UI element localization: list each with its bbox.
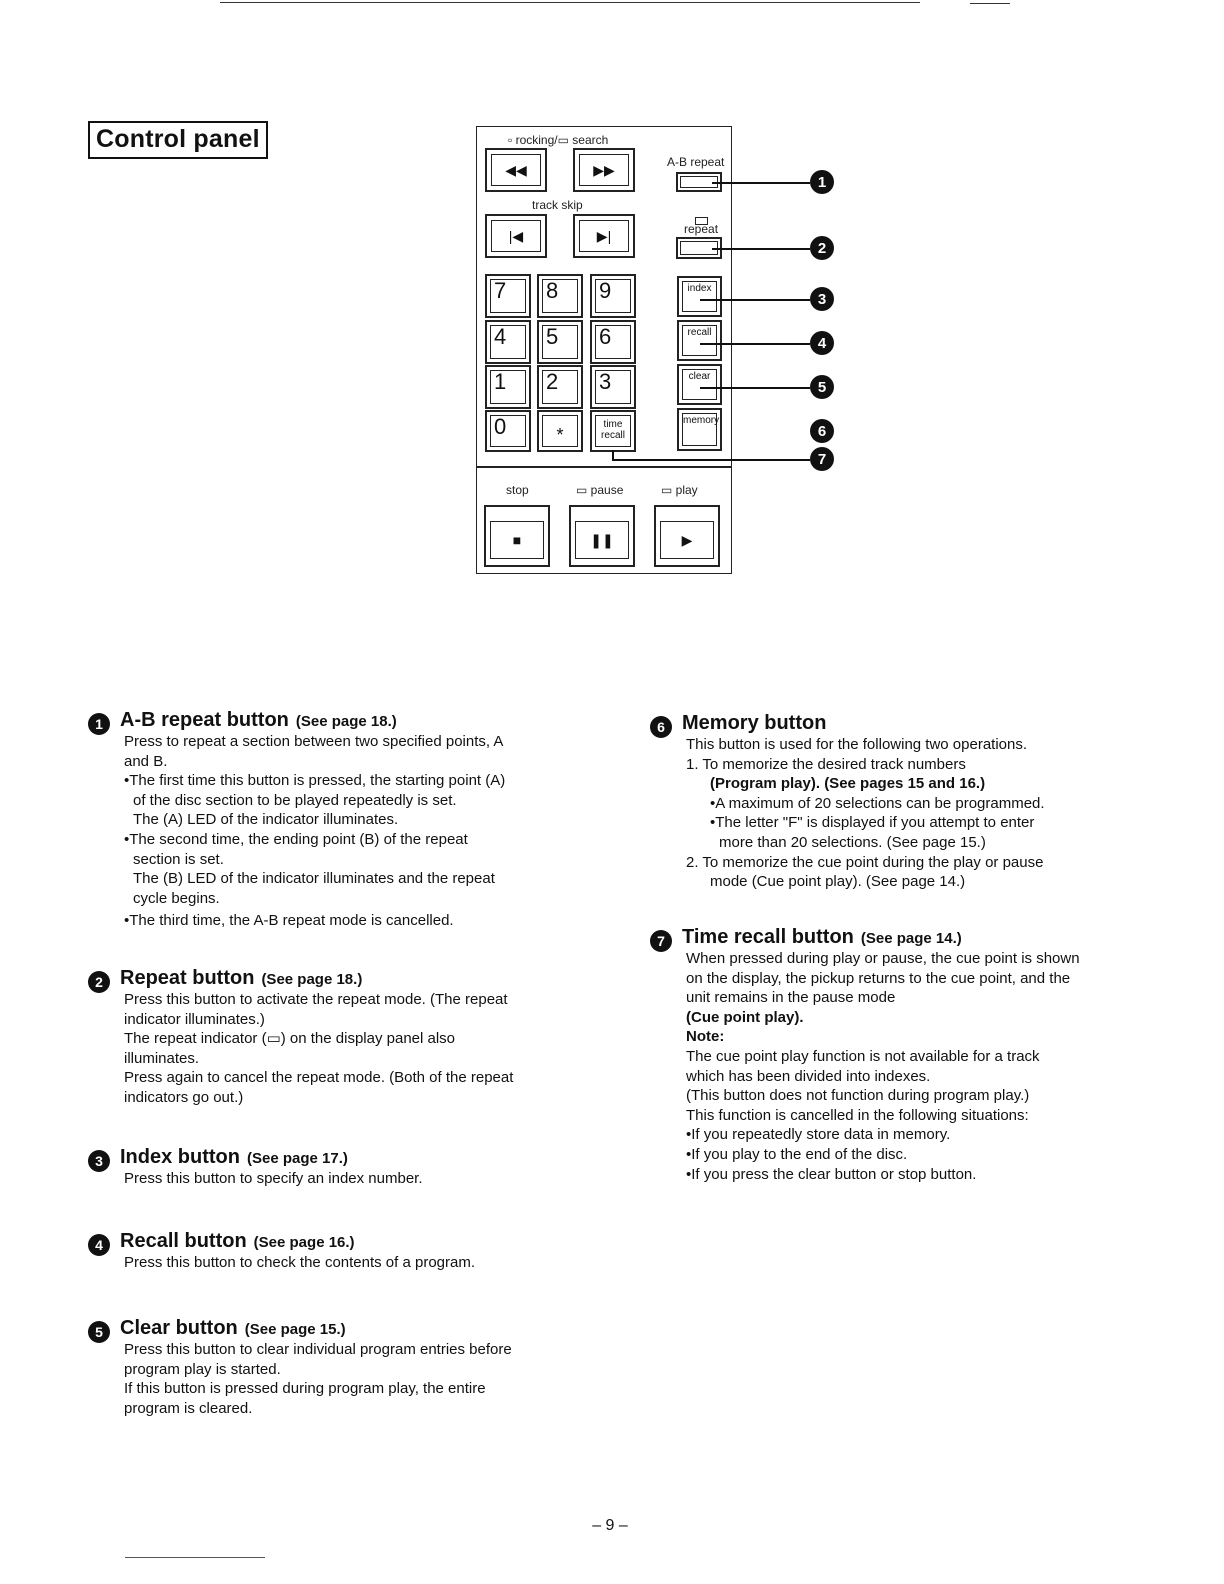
rewind-icon: ◀◀ xyxy=(491,154,541,186)
pause-icon: ❚❚ xyxy=(575,521,629,559)
recall-button[interactable]: recall xyxy=(677,320,722,361)
time-recall-button[interactable]: time recall xyxy=(590,410,636,452)
entry-body: This button is used for the following two operations. 1. To memorize the desired track numbers (Program play). (See pages 15 and 16.) •A maximum of 20 selections can be programmed. •The letter "F" is displayed if you attempt to enter more than 20 selections. (See page 15.) 2. To memorize the cue point during the play or pause mode (Cue point play). (See page 14.) xyxy=(686,736,1045,891)
leader-line-7 xyxy=(612,459,810,461)
section-title: Control panel xyxy=(88,121,268,159)
leader-line-4 xyxy=(700,343,810,345)
clear-button[interactable]: clear xyxy=(677,364,722,405)
entry-body: Press this button to specify an index number. xyxy=(124,1170,423,1187)
search-label: ▫ rocking/▭ search xyxy=(508,133,609,147)
key-6[interactable]: 6 xyxy=(590,320,636,364)
panel-divider xyxy=(476,466,732,468)
entry-page-ref: (See page 14.) xyxy=(860,930,962,947)
top-rule xyxy=(220,2,920,3)
key-5[interactable]: 5 xyxy=(537,320,583,364)
entry-title: Time recall button xyxy=(682,926,854,948)
entry-page-ref: (See page 18.) xyxy=(295,713,397,730)
bottom-rule xyxy=(125,1557,265,1558)
entry-title: Memory button xyxy=(682,712,827,734)
repeat-label: repeat xyxy=(684,222,719,236)
skip-forward-button[interactable] xyxy=(573,214,635,258)
fast-forward-icon: ▶▶ xyxy=(579,154,629,186)
entry-body: When pressed during play or pause, the cue point is shown on the display, the pickup returns to the cue point, and the unit remains in the pause mode (Cue point play). Note: The cue point play function is not available for a track which has been divided into indexes. (This button does not function during program play.) This function is cancelled in the following situations: •If you repeatedly store data in memory. •If you play to the end of the disc. •If you press the clear button or stop button. xyxy=(686,950,1080,1183)
entry-title: Index button xyxy=(120,1146,240,1168)
forward-search-button[interactable] xyxy=(573,148,635,192)
entry-index xyxy=(88,1146,518,1189)
stop-button[interactable] xyxy=(484,505,550,567)
entry-number-badge: 5 xyxy=(88,1321,110,1343)
ab-repeat-label: A-B repeat xyxy=(667,155,725,169)
key-9[interactable]: 9 xyxy=(590,274,636,318)
callout-5: 5 xyxy=(810,375,834,399)
key-7[interactable]: 7 xyxy=(485,274,531,318)
entry-title: A-B repeat button xyxy=(120,709,289,731)
entry-number-badge: 4 xyxy=(88,1234,110,1256)
entry-recall xyxy=(88,1230,518,1273)
key-8[interactable]: 8 xyxy=(537,274,583,318)
key-1[interactable]: 1 xyxy=(485,365,531,409)
entry-body: Press this button to activate the repeat mode. (The repeat indicator illuminates.) The repeat indicator (▭) on the display panel also illuminates. Press again to cancel the repeat mode. (Both of the repeat indicators go out.) xyxy=(124,991,514,1106)
entry-body: Press this button to check the contents of a program. xyxy=(124,1254,476,1271)
callout-1: 1 xyxy=(810,170,834,194)
skip-next-icon: ▶| xyxy=(579,220,629,252)
stop-label: stop xyxy=(506,483,529,497)
pause-button[interactable] xyxy=(569,505,635,567)
memory-button[interactable]: memory xyxy=(677,408,722,451)
top-rule-fragment xyxy=(970,3,1010,4)
callout-4: 4 xyxy=(810,331,834,355)
entry-page-ref: (See page 17.) xyxy=(246,1150,348,1167)
index-button[interactable]: index xyxy=(677,276,722,317)
key-2[interactable]: 2 xyxy=(537,365,583,409)
leader-line-5 xyxy=(700,387,810,389)
entry-page-ref: (See page 16.) xyxy=(253,1234,355,1251)
entry-page-ref: (See page 15.) xyxy=(244,1321,346,1338)
pause-label: ▭ pause xyxy=(576,483,624,497)
entry-title: Recall button xyxy=(120,1230,247,1252)
skip-previous-icon: |◀ xyxy=(491,220,541,252)
callout-3: 3 xyxy=(810,287,834,311)
entry-body: Press to repeat a section between two specified points, A and B. •The first time this button is pressed, the starting point (A) of the disc section to be played repeatedly is set. The (A) LED of the indicator illuminates. •The second time, the ending point (B) of the repeat section is set. The (B) LED of the indicator illuminates and the repeat cycle begins. •The third time, the A-B repeat mode is cancelled. xyxy=(124,733,506,930)
leader-line-1 xyxy=(712,182,810,184)
entry-memory xyxy=(650,712,1080,892)
key-3[interactable]: 3 xyxy=(590,365,636,409)
entry-number-badge: 7 xyxy=(650,930,672,952)
track-skip-label: track skip xyxy=(532,198,583,212)
entry-title: Clear button xyxy=(120,1317,238,1339)
play-icon: ▶ xyxy=(660,521,714,559)
entry-time-recall xyxy=(650,926,1080,1184)
entry-number-badge: 3 xyxy=(88,1150,110,1172)
leader-line-3 xyxy=(700,299,810,301)
entry-repeat xyxy=(88,967,518,1108)
callout-7: 7 xyxy=(810,447,834,471)
entry-ab-repeat xyxy=(88,709,518,931)
page-number: – 9 – xyxy=(592,1517,628,1534)
entry-title: Repeat button xyxy=(120,967,255,989)
leader-line-7-drop xyxy=(612,450,614,460)
entry-clear xyxy=(88,1317,518,1418)
leader-line-2 xyxy=(712,248,810,250)
key-asterisk[interactable]: * xyxy=(537,410,583,452)
callout-2: 2 xyxy=(810,236,834,260)
stop-icon: ■ xyxy=(490,521,544,559)
rewind-search-button[interactable] xyxy=(485,148,547,192)
entry-number-badge: 1 xyxy=(88,713,110,735)
entry-page-ref: (See page 18.) xyxy=(261,971,363,988)
key-0[interactable]: 0 xyxy=(485,410,531,452)
play-button[interactable] xyxy=(654,505,720,567)
entry-body: Press this button to clear individual program entries before program play is started. If this button is pressed during program play, the entire program is cleared. xyxy=(124,1341,512,1417)
entry-number-badge: 6 xyxy=(650,716,672,738)
entry-number-badge: 2 xyxy=(88,971,110,993)
callout-6: 6 xyxy=(810,419,834,443)
play-label: ▭ play xyxy=(661,483,698,497)
key-4[interactable]: 4 xyxy=(485,320,531,364)
skip-back-button[interactable] xyxy=(485,214,547,258)
